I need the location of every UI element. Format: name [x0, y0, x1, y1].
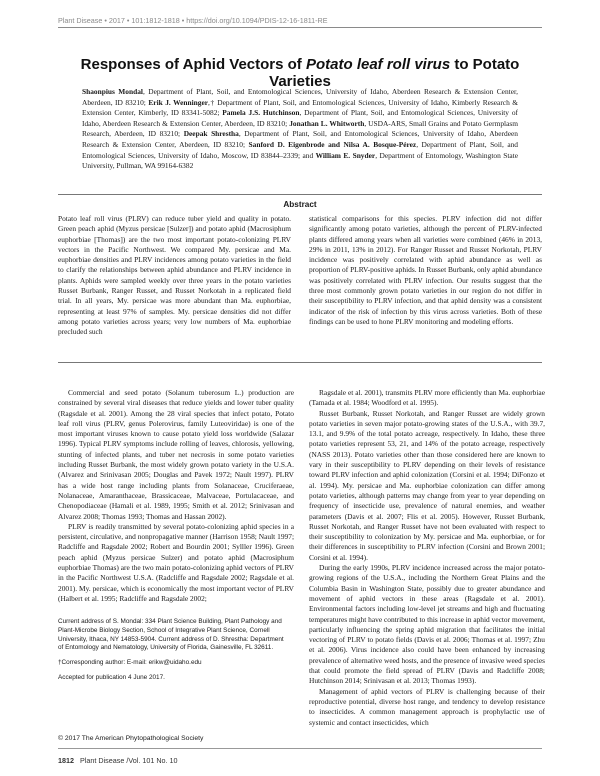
article-title — [58, 56, 542, 90]
footnote-accepted-date: Accepted for publication 4 June 2017. — [58, 673, 165, 681]
footnotes — [58, 618, 288, 689]
title-part-1: Responses of Aphid Vectors of — [80, 56, 306, 73]
author-affiliation: , Department of Plant, Soil, and Entomological Sciences, University of Idaho, Moscow, ID 83844–2339; and — [82, 139, 518, 160]
footnote-current-address: Current address of S. Mondal: 334 Plant Science Building, Plant Pathology and Plant-Microbe Biology Section, School of Integrative Plant Science, Cornell University, Ithaca, NY 14853-5904. Current address of D. Shrestha: Department of Entomology and Nematology, University of Florida, Gainesville, FL 32611. — [58, 618, 284, 652]
abstract-left-column: Potato leaf roll virus (PLRV) can reduce tuber yield and quality in potato. Green peach aphid (Myzus persicae [Sulzer]) and potato aphid (Macrosiphum euphorbiae [Thomas]) are the two most important potato-colonizing PLRV vectors in the Pacific Northwest. We compared My. persicae and Ma. euphorbiae densities and PLRV incidences among potato varieties in the field to clarify the relationships between aphid abundance and PLRV incidence in plants. Aphids were sampled weekly over three years in the potato varieties Russet Burbank, Ranger Russet, and Russet Norkotah in a replicated field trial. In all years, My. persicae was more abundant than Ma. euphorbiae, representing at least 97% of samples. My. persicae densities did not differ among potato varieties across years; very low numbers of Ma. euphorbiae precluded such — [58, 214, 291, 337]
body-paragraph: PLRV is readily transmitted by several potato-colonizing aphid species in a persistent, circulative, and nonpropagative manner (Harrison 1958; Nault 1997; Radcliffe and Ragsdale 2002; Robert and Bourdin 2001; Sylller 1996). Green peach aphid (Myzus persicae Sulzer) and potato aphid (Macrosiphum euphorbiae Thomas) are the two main potato-colonizing aphid vectors of PLRV in the Pacific Northwest U.S.A. (Radcliffe and Ragsdale 2002; Ragsdale et al. 2001). My. persicae, which is economically the most important vector of PLRV (Halbert et al. 1995; Radcliffe and Ragsdale 2002; — [58, 521, 294, 603]
body-paragraph: Management of aphid vectors of PLRV is challenging because of their reproductive potential, diverse host range, and tendency to develop resistance to insecticides. A common management approach is prophylactic use of systemic and contact insecticides, which — [309, 686, 545, 727]
author-affiliation: , Department of Plant, Soil, and Entomological Sciences, University of Idaho, Aberdeen Research & Extension Center, Aberdeen, ID 83210; — [82, 108, 518, 128]
body-paragraph: During the early 1990s, PLRV incidence increased across the major potato-growing regions of the U.S.A., including the Northern Great Plains and the Columbia Basin in Washington State, possibly due to greater abundance and movement of aphid vectors in these areas (Ragsdale et al. 2001). Environmental factors including low-level jet streams and high and fluctuating temperatures might have contributed to this increase in aphid vector movement, particularly influencing the spring aphid migration that facilitates the initial vectoring of PLRV to potato fields (Davis et al. 2006; Thomas et al. 1997; Zhu et al. 2006). Virus incidence also could have been enhanced by increasing prevalence of alternative weed hosts, and the presence of invasive weed species that could promote the field spread of PLRV (Davis and Radcliffe 2008; Hutchinson 2014; Srinivasan et al. 2013; Thomas 1993). — [309, 563, 545, 686]
author-list — [82, 87, 518, 172]
author-affiliation: , USDA-ARS, Small Grains and Potato Germplasm Research, Aberdeen, ID 83210; — [82, 118, 519, 139]
body-paragraph: Ragsdale et al. 2001), transmits PLRV more efficiently than Ma. euphorbiae (Tamada et al. 1984; Woodford et al. 1995). — [309, 388, 545, 408]
copyright-notice: © 2017 The American Phytopathological Society — [58, 735, 204, 742]
author-name: Deepak Shrestha — [183, 129, 239, 139]
page-footer — [58, 756, 178, 765]
body-paragraph: Commercial and seed potato (Solanum tuberosum L.) production are constrained by several viral diseases that reduce yields and lower tuber quality (Ragsdale et al. 2001). Among the 28 viral species that infect potato, Potato leaf roll virus (PLRV, genus Polerovirus, family Luteoviridae) is one of the most important viruses known to cause potato yield loss worldwide (Salazar 1996). Typical PLRV symptoms include rolling of leaves, chlorosis, yellowing, stunting of infected plants, and tuber net necrosis in some potato varieties including Russet Burbank, the most widely grown potato variety in the U.S.A. (Alvarez and Srinivasan 2005; Douglas and Pavek 1972; Nault 1997). PLRV has a wide host range including plants from Solanaceae, Cruciferaeae, Nolanaceae, Amaranthaceae, Brassicaceae, Malvaceae, Portulacaceae, and Chenopodiaceae (Hamali et al. 1989, 1995; Smith et al. 2012; Srinivasan and Alvarez 2008; Thomas 1993; Thomas and Hassan 2002). — [58, 388, 294, 521]
author-name: Pamela J.S. Hutchinson — [222, 108, 300, 118]
body-right-column — [309, 388, 545, 728]
title-virus-name: Potato leaf roll virus — [305, 56, 451, 73]
title-part-2: to Potato Varieties — [269, 56, 520, 90]
body-paragraph: Russet Burbank, Russet Norkotah, and Ranger Russet are widely grown potato varieties in seven major potato-growing states of the U.S.A., with 39.7, 13.1, and 9.9% of the total potato acreage, respectively. In Idaho, these three potato varieties represent 53, 21, and 14% of the potato acreage, respectively (NASS 2013). Potato varieties other than those considered here are known to vary in their susceptibility to PLRV depending on their levels of resistance toward PLRV infection and aphid colonization (Corsini et al. 1994; DiFonzo et al. 1994). My. persicae and Ma. euphorbiae colonization can differ among potato varieties, although patterns may change from year to year depending on frequency of insecticide use, prevalence of natural enemies, and weather parameters (Davis et al. 2007; Flis et al. 2005). However, Russet Burbank, Russet Norkotah, and Ranger Russet have not been evaluated with respect to their susceptibility to colonization by My. persicae and Ma. euphorbiae, or for their differences in susceptibility to PLRV infection (Corsini and Brown 2001; Corsini et al. 1994). — [309, 408, 545, 562]
footer-journal: Plant Disease /Vol. 101 No. 10 — [80, 756, 178, 765]
footnote-corresponding-author: †Corresponding author: E-mail: erikw@uidaho.edu — [58, 659, 202, 667]
journal-header: Plant Disease • 2017 • 101:1812-1818 • https://doi.org/10.1094/PDIS-12-16-1811-RE — [58, 16, 328, 25]
author-affiliation: , Department of Entomology, Washington State University, Pullman, WA 99164-6382 — [82, 150, 518, 171]
abstract-right-column: statistical comparisons for this species. PLRV infection did not differ significantly among potato varieties, although the percent of PLRV-infected plants differed among years when all varieties were combined (46% in 2013, 29% in 2011, 13% in 2012). For Ranger Russet and Russet Norkotah, PLRV incidence was positively correlated with aphid abundance as well as proportion of PLRV-positive aphids. In Russet Burbank, only aphid abundance was positively correlated with PLRV infection. Our results suggest that the three most commonly grown potato varieties in our region do not differ in their susceptibility to PLRV infection, and that aphid density was a consistent indicator of the risk of infection by this virus across varieties. Both of these findings can be used to hone PLRV monitoring and modeling efforts. — [309, 214, 542, 326]
body-left-column — [58, 388, 294, 604]
author-affiliation: ,† Department of Plant, Soil, and Entomological Sciences, University of Idaho, Kimberly Research & Extension Center, Kimberly, ID 83341-5082; — [82, 97, 519, 118]
header-divider — [58, 27, 542, 28]
abstract-heading: Abstract — [283, 200, 317, 209]
author-name: Shaonpius Mondal — [82, 87, 143, 96]
author-affiliation: , Department of Plant, Soil, and Entomological Sciences, University of Idaho, Aberdeen Research & Extension Center, Aberdeen, ID 83210; — [82, 87, 518, 107]
author-name: Erik J. Wenninger — [148, 97, 209, 107]
footer-divider — [58, 748, 542, 749]
author-name: William E. Snyder — [315, 150, 376, 160]
author-name: Jonathan L. Whitworth — [289, 118, 365, 128]
page-number: 1812 — [58, 756, 74, 765]
abstract-bottom-divider — [58, 362, 542, 363]
author-name: Sanford D. Eigenbrode and Nilsa A. Bosque-Pérez — [248, 139, 417, 149]
author-affiliation: , Department of Plant, Soil, and Entomological Sciences, University of Idaho, Aberdeen Research & Extension Center, Aberdeen, ID 83210; — [82, 129, 518, 149]
abstract-top-divider — [58, 194, 542, 195]
